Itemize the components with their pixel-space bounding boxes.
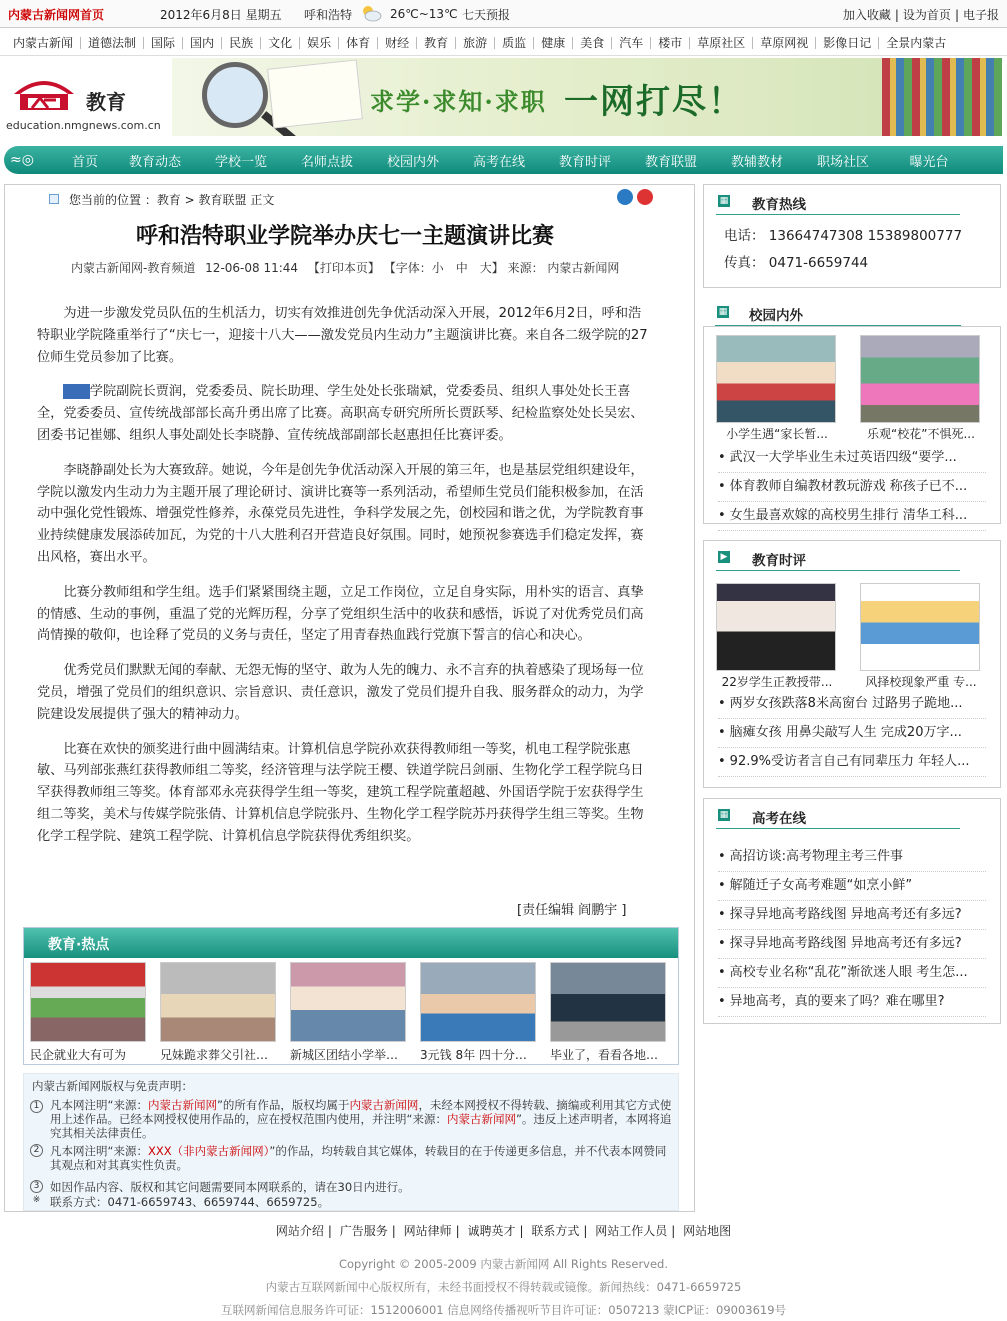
article-panel	[4, 184, 695, 1212]
number-one-icon: 1	[30, 1100, 43, 1113]
category-link[interactable]: 健康	[534, 37, 573, 49]
hot-item[interactable]	[30, 962, 148, 1063]
comment-caption[interactable]: 22岁学生正教授带...	[721, 675, 833, 689]
nav-home[interactable]: 首页	[71, 154, 98, 170]
magnifier-image	[202, 62, 268, 128]
hot-image[interactable]	[160, 962, 276, 1042]
date-text: 2012年6月8日 星期五	[160, 8, 282, 22]
gaokao-news-link[interactable]: • 探寻异地高考路线图 异地高考还有多远?	[718, 930, 986, 959]
banner-slogan: 求学·求知·求职	[370, 87, 547, 116]
hot-item[interactable]	[290, 962, 408, 1063]
nav-materials[interactable]: 教辅教材	[730, 154, 783, 170]
article-paragraph: 李晓静副处长为大赛致辞。她说，今年是创先争优活动深入开展的第三年，也是基层党组织建设年，学院以激发内生动力为主题开展了理论研讨、演讲比赛等一系列活动，希望师生党员们能积极参加，在活动中强化党性锻炼、增强党性修养，永葆党员先进性，争科学发展之先，创校园和谐之优，为学院教育事业持续健康发展添砖加瓦，为党的十八大胜利召开营造良好氛围。同时，她预祝参赛选手们稳定发挥，赛出风格，赛出水平。	[37, 462, 644, 565]
comment-pic[interactable]	[860, 583, 982, 690]
category-nav	[0, 30, 1007, 56]
nav-teachers[interactable]: 名师点拔	[300, 154, 353, 170]
campus-title: 校园内外	[749, 308, 803, 324]
comment-news-link[interactable]: • 脑瘫女孩 用鼻尖敲写人生 完成20万字...	[718, 719, 986, 748]
hot-image[interactable]	[30, 962, 146, 1042]
license-info: 互联网新闻信息服务许可证：1512006001 信息网络传播视听节目许可证：0507213 蒙ICP证：09003619号	[220, 1303, 787, 1317]
hot-image[interactable]	[290, 962, 406, 1042]
hot-item[interactable]	[550, 962, 668, 1063]
top-bar	[0, 0, 1007, 28]
disclaimer-line: 如因作品内容、版权和其它问题需要同本网联系的，请在30日内进行。	[50, 1180, 410, 1194]
copyright-text: Copyright © 2005-2009 内蒙古新闻网 All Rights Reserved.	[338, 1257, 669, 1271]
nav-career[interactable]: 职场社区	[816, 154, 869, 170]
gaokao-title: 高考在线	[752, 811, 806, 827]
hot-image[interactable]	[420, 962, 536, 1042]
hot-item[interactable]	[420, 962, 538, 1063]
play-icon: ▶	[718, 551, 730, 563]
campus-news-link[interactable]: • 女生最喜欢嫁的高校男生排行 清华工科...	[718, 502, 986, 531]
channel-nav	[4, 146, 1003, 174]
asterisk-icon: ※	[32, 1195, 41, 1205]
hotline-phone: 电话： 13664747308 15389800777	[724, 228, 963, 244]
campus-pic[interactable]	[860, 335, 982, 442]
category-link[interactable]: 体育	[339, 37, 378, 49]
share-tools	[617, 189, 653, 205]
print-link[interactable]: 【打印本页】	[307, 261, 380, 275]
campus-news-link[interactable]: • 武汉一大学毕业生未过英语四级“要学...	[718, 444, 986, 473]
disclaimer-contact: 联系方式：0471-6659743、6659744、6659725。	[50, 1195, 330, 1209]
publish-time: 12-06-08 11:44	[205, 261, 299, 275]
footer-link-about[interactable]: 网站介绍	[275, 1224, 324, 1238]
newspaper-image	[267, 59, 363, 128]
article-paragraph: 为进一步激发党员队伍的生机活力，切实有效推进创先争优活动深入开展，2012年6月2日，呼和浩特职业学院隆重举行了“庆七一，迎接十八大——激发党员内生动力”主题演讲比赛。来自各二级学院的27位师生党员参加了比赛。	[37, 306, 648, 365]
hot-image[interactable]	[550, 962, 666, 1042]
disclaimer-line: 凡本网注明“来源：XXX（非内蒙古新闻网）”的作品，均转载自其它媒体，转载目的在于传递更多信息，并不代表本网赞同其观点和对其真实性负责。	[50, 1144, 667, 1172]
category-link[interactable]: 美食	[573, 37, 612, 49]
article-source: 来源： 内蒙古新闻网	[507, 261, 620, 275]
text-selection	[63, 384, 89, 399]
grid-icon: ▦	[719, 196, 729, 206]
category-link[interactable]: 质监	[495, 37, 534, 49]
article-paragraph: 优秀党员们默默无闻的奉献、无怨无悔的坚守、敢为人先的魄力、永不言弃的执着感染了现场每一位党员，增强了党员们的组织意识、宗旨意识、责任意识，激发了党员们提升自我、服务群众的动力，为学院建设发展提供了强大的精神动力。	[37, 663, 644, 722]
footer-link-staff[interactable]: 网站工作人员	[595, 1224, 668, 1238]
top-links: 加入收藏 | 设为首页 | 电子报	[842, 8, 999, 22]
cloudy-sun-icon	[360, 4, 382, 22]
banner-slogan-large: 一网打尽！	[564, 82, 744, 122]
add-favorite-link[interactable]: 加入收藏	[842, 8, 891, 22]
hotline-fax: 传真： 0471-6659744	[724, 255, 869, 271]
channel-url: education.nmgnews.com.cn	[6, 119, 161, 132]
campus-caption[interactable]: 乐观“校花”不惧死...	[867, 427, 975, 441]
home-link[interactable]: 内蒙古新闻网首页	[8, 8, 105, 22]
comment-news-link[interactable]: • 92.9%受访者言自己有同辈压力 年轻人...	[718, 748, 986, 777]
breadcrumb: 您当前的位置 ：教育 > 教育联盟 正文	[69, 193, 275, 207]
weibo-icon[interactable]	[637, 189, 653, 205]
weather-city: 呼和浩特	[304, 8, 353, 22]
category-link[interactable]: 教育	[417, 37, 456, 49]
footer-link-contact[interactable]: 联系方式	[531, 1224, 580, 1238]
campus-image[interactable]	[860, 335, 980, 423]
comment-box	[703, 540, 1001, 788]
category-link[interactable]: 国内	[183, 37, 222, 49]
article-meta	[71, 259, 625, 276]
comment-image[interactable]	[860, 583, 980, 671]
article-paragraph: 比赛分教师组和学生组。选手们紧紧围绕主题，立足工作岗位，立足自身实际，用朴实的语言、真挚的情感、生动的事例，重温了党的光辉历程，分享了党组织生活中的收获和感悟，诉说了对优秀党员们高尚情操的敬仰，也诠释了党员的义务与责任，坚定了用青春热血践行党旗下誓言的信心和决心。	[37, 584, 644, 644]
category-link[interactable]: 财经	[378, 37, 417, 49]
comment-pic[interactable]	[716, 583, 838, 690]
hot-section	[23, 927, 679, 1065]
category-link[interactable]: 汽车	[612, 37, 651, 49]
channel-name: 教育	[86, 90, 126, 114]
category-link[interactable]: 草原网视	[753, 37, 816, 49]
nav-campus[interactable]: 校园内外	[386, 154, 439, 170]
category-link[interactable]: 楼市	[651, 37, 690, 49]
breadcrumb-icon	[49, 194, 59, 204]
category-link[interactable]: 全景内蒙古	[886, 35, 947, 50]
category-link[interactable]: 草原社区	[690, 37, 753, 49]
weather-temp: 26℃~13℃	[390, 7, 458, 21]
footer-link-ads[interactable]: 广告服务	[339, 1224, 388, 1238]
disclaimer-title: 内蒙古新闻网版权与免责声明：	[32, 1079, 193, 1093]
category-link[interactable]: 民族	[222, 37, 261, 49]
comment-caption[interactable]: 风择校现象严重 专...	[865, 675, 977, 689]
category-link[interactable]: 道德法制	[81, 37, 144, 49]
category-link[interactable]: 影像日记	[816, 37, 879, 49]
channel-banner	[0, 58, 1007, 138]
hot-caption[interactable]: 兄妹跪求葬父引社…	[160, 1048, 269, 1062]
set-homepage-link[interactable]: 设为首页	[902, 8, 951, 22]
article-paragraph: 学院副院长贾润，党委委员、院长助理、学生处处长张瑞斌，党委委员、组织人事处处长王喜全，党委委员、宣传统战部部长高升勇出席了比赛。高职高专研究所所长贾跃琴、纪检监察处处长吴宏、团委书记崔娜、组织人事处副处长李晓静、宣传统战部副部长赵惠担任比赛评委。	[37, 384, 644, 443]
copyright-notice: 内蒙古互联网新闻中心版权所有，未经书面授权不得转载或镜像。新闻热线：0471-6659725	[265, 1280, 742, 1294]
campus-news-link[interactable]: • 体育教师自编教材教玩游戏 称孩子已不...	[718, 473, 986, 502]
books-image	[882, 58, 1002, 136]
copyright-disclaimer	[23, 1073, 679, 1211]
nav-comment[interactable]: 教育时评	[558, 154, 611, 170]
nav-alliance[interactable]: 教育联盟	[644, 154, 697, 170]
nav-exposure[interactable]: 曝光台	[909, 154, 949, 170]
disclaimer-line: 凡本网注明“来源：内蒙古新闻网”的所有作品，版权均属于内蒙古新闻网，未经本网授权不得转载、摘编或利用其它方式使用上述作品。已经本网授权使用作品的，应在授权范围内使用，并注明“来源：内蒙古新闻网”。违反上述声明者，本网将追究其相关法律责任。	[50, 1098, 672, 1140]
campus-caption[interactable]: 小学生遇“家长暂...	[726, 427, 828, 441]
nav-gaokao[interactable]: 高考在线	[472, 154, 525, 170]
category-link[interactable]: 旅游	[456, 37, 495, 49]
footer-link-lawyer[interactable]: 网站律师	[403, 1224, 452, 1238]
category-link[interactable]: 内蒙古新闻	[6, 37, 81, 49]
article-body	[37, 303, 649, 861]
hot-caption[interactable]: 毕业了，看看各地…	[550, 1048, 659, 1062]
campus-pic[interactable]	[716, 335, 838, 442]
article-paragraph: 比赛在欢快的颁奖进行曲中圆满结束。计算机信息学院孙欢获得教师组一等奖，机电工程学院张惠敏、马列部张燕红获得教师组二等奖，经济管理与法学院王樱、铁道学院吕剑丽、生物化学工程学院乌日罕获得教师组三等奖。体育部邓永亮获得学生组一等奖，建筑工程学院董超越、外国语学院于宏获得学生组二等奖，美术与传媒学院张倩、计算机信息学院张丹、生物化学工程学院苏丹获得学生组三等奖。生物化学工程学院、建筑工程学院、计算机信息学院获得优秀组织奖。	[37, 741, 644, 844]
number-two-icon: 2	[30, 1144, 43, 1157]
site-logo[interactable]	[10, 74, 78, 114]
font-size-control[interactable]: 【字体：小 中 大】	[383, 261, 504, 275]
swirl-icon: ≈◎	[10, 152, 34, 168]
responsible-editor: [责任编辑 阎鹏宇 ]	[517, 903, 627, 918]
category-link[interactable]: 文化	[261, 37, 300, 49]
category-link[interactable]: 国际	[144, 37, 183, 49]
gaokao-news-link[interactable]: • 高校专业名称“乱花”渐欲迷人眼 考生怎...	[718, 959, 986, 988]
hot-caption[interactable]: 民企就业大有可为	[30, 1048, 127, 1062]
article-title: 呼和浩特职业学院举办庆七一主题演讲比赛	[135, 223, 554, 249]
gaokao-news-link[interactable]: • 探寻异地高考路线图 异地高考还有多远?	[718, 901, 986, 930]
comment-news-link[interactable]: • 两岁女孩跌落8米高窗台 过路男子跪地...	[718, 690, 986, 719]
hot-section-title: 教育·热点	[24, 928, 678, 958]
grid-icon: ▦	[719, 810, 729, 820]
gaokao-news-link[interactable]: • 解随迁子女高考难题“如烹小鲜”	[718, 872, 986, 901]
banner-image	[172, 58, 1002, 136]
nav-edu-news[interactable]: 教育动态	[128, 154, 181, 170]
footer-link-jobs[interactable]: 诚聘英才	[467, 1224, 516, 1238]
footer-link-sitemap[interactable]: 网站地图	[683, 1224, 732, 1238]
gaokao-box	[703, 798, 1001, 1024]
hot-item[interactable]	[160, 962, 278, 1063]
campus-box	[703, 296, 1001, 524]
share-icon[interactable]	[617, 189, 633, 205]
hotline-title: 教育热线	[752, 197, 806, 213]
hot-caption[interactable]: 新城区团结小学举…	[290, 1048, 399, 1062]
forecast-link[interactable]: 七天预报	[462, 8, 511, 22]
comment-image[interactable]	[716, 583, 836, 671]
nav-schools[interactable]: 学校一览	[214, 154, 267, 170]
gaokao-news-link[interactable]: • 异地高考，真的要来了吗？难在哪里?	[718, 988, 986, 1017]
source-site: 内蒙古新闻网-教育频道	[71, 261, 196, 275]
epaper-link[interactable]: 电子报	[962, 8, 999, 22]
number-three-icon: 3	[30, 1180, 43, 1193]
hotline-box	[703, 184, 1001, 288]
category-link[interactable]: 娱乐	[300, 37, 339, 49]
hot-caption[interactable]: 3元钱 8年 四十分…	[420, 1048, 527, 1062]
comment-title: 教育时评	[752, 553, 806, 569]
grid-icon: ▦	[718, 307, 728, 317]
gaokao-news-link[interactable]: • 高招访谈:高考物理主考三件事	[718, 843, 986, 872]
campus-image[interactable]	[716, 335, 836, 423]
footer-links: 网站介绍 | 广告服务 | 网站律师 | 诚聘英才 | 联系方式 | 网站工作人员 | 网站地图	[275, 1224, 732, 1238]
